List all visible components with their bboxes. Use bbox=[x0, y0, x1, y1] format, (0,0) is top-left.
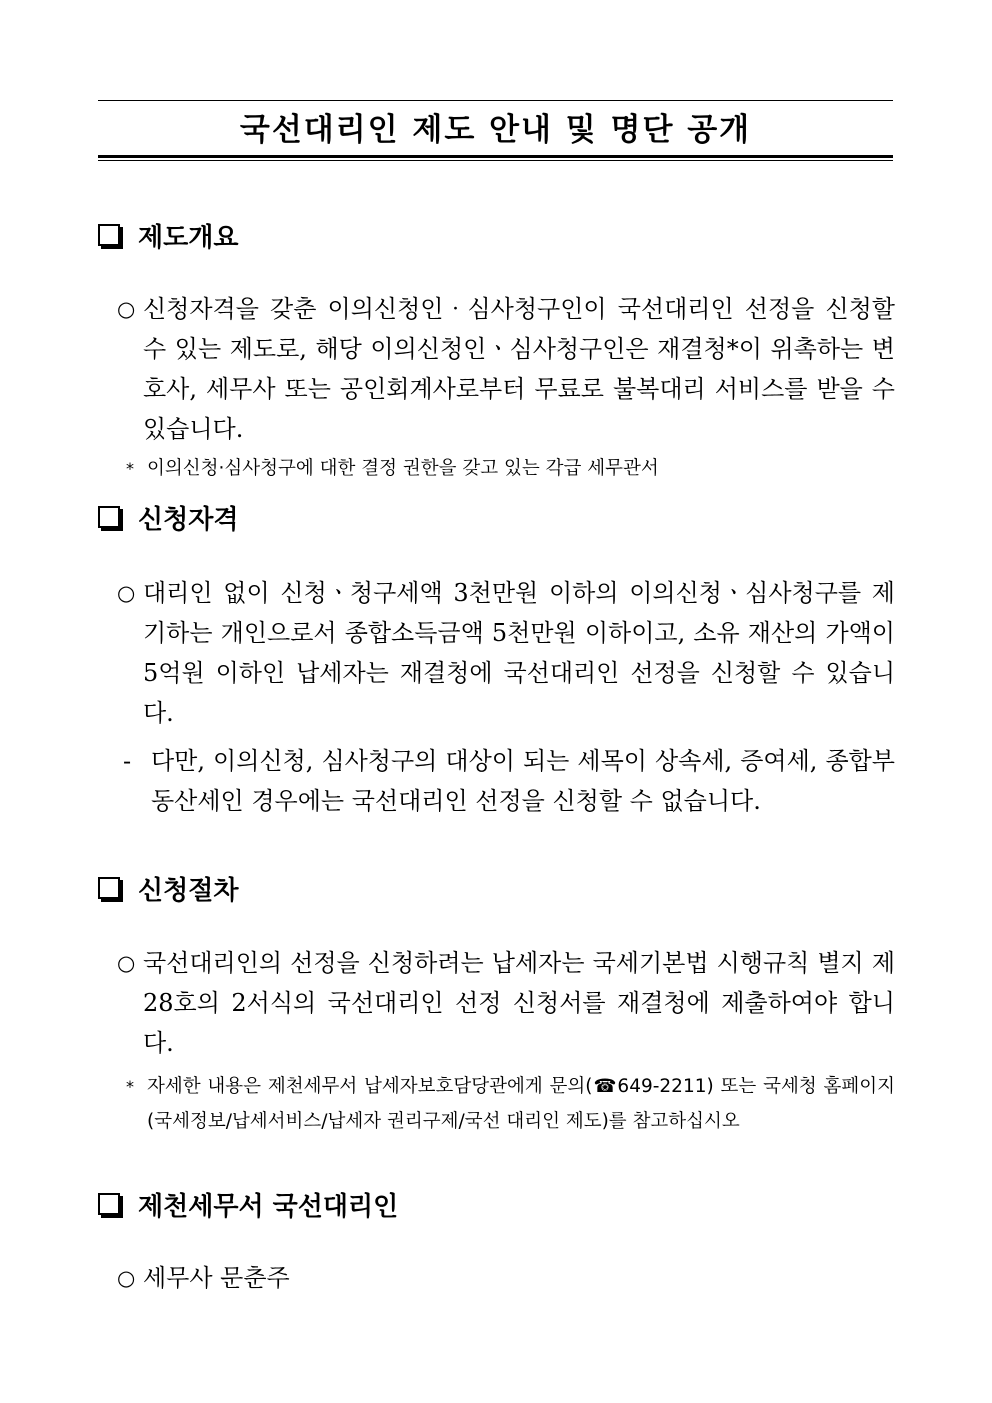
item-text: 세무사 문춘주 bbox=[143, 1264, 290, 1292]
page-title: 국선대리인 제도 안내 및 명단 공개 bbox=[239, 112, 752, 148]
section-heading bbox=[95, 1184, 895, 1224]
sub-item bbox=[95, 741, 895, 821]
item-text: 신청자격을 갖춘 이의신청인‧심사청구인이 국선대리인 선정을 신청할 수 있는 제도로, 해당 이의신청인ㆍ심사청구인은 재결청*이 위촉하는 변호사, 세무사 또는 공인회계사로부터 무료로 불복대리 서비스를 받을 수 있습니다. bbox=[143, 295, 895, 443]
footnote-text: 자세한 내용은 제천세무서 납세자보호담당관에게 문의(☎649-2211) 또는 국세청 홈페이지(국세정보/납세서비스/납세자 권리구제/국선 대리인 제도)를 참고하십시오 bbox=[147, 1076, 895, 1132]
section-title: 신청자격 bbox=[138, 504, 239, 535]
asterisk-icon: * bbox=[126, 459, 134, 478]
footnote-text: 이의신청‧심사청구에 대한 결정 권한을 갖고 있는 각급 세무관서 bbox=[147, 458, 659, 479]
asterisk-icon: * bbox=[126, 1077, 134, 1096]
checkbox-square-icon bbox=[98, 1193, 120, 1215]
checkbox-square-icon bbox=[98, 506, 120, 528]
section-eligibility bbox=[95, 497, 895, 821]
circle-bullet-icon: ○ bbox=[117, 1266, 136, 1290]
section-title: 제도개요 bbox=[138, 222, 239, 253]
item-text: 국선대리인의 선정을 신청하려는 납세자는 국세기본법 시행규칙 별지 제28호의 2서식의 국선대리인 선정 신청서를 재결청에 제출하여야 합니다. bbox=[143, 949, 895, 1057]
footnote bbox=[95, 451, 895, 486]
dash-bullet-icon: - bbox=[123, 747, 132, 775]
section-title: 제천세무서 국선대리인 bbox=[138, 1191, 399, 1222]
circle-bullet-icon: ○ bbox=[117, 297, 136, 321]
section-heading bbox=[95, 215, 895, 255]
title-bottom-rule bbox=[98, 155, 893, 158]
document-title-block bbox=[98, 100, 893, 161]
section-heading bbox=[95, 868, 895, 908]
section-procedure bbox=[95, 868, 895, 1139]
section-heading bbox=[95, 497, 895, 537]
section-representative bbox=[95, 1184, 895, 1298]
sub-item-text: 다만, 이의신청, 심사청구의 대상이 되는 세목이 상속세, 증여세, 종합부동산세인 경우에는 국선대리인 선정을 신청할 수 없습니다. bbox=[151, 747, 895, 815]
list-item bbox=[95, 1258, 895, 1298]
title-bottom-thin-rule bbox=[98, 160, 893, 161]
list-item bbox=[95, 289, 895, 449]
footnote bbox=[95, 1069, 895, 1139]
circle-bullet-icon: ○ bbox=[117, 581, 136, 605]
section-overview bbox=[95, 215, 895, 486]
checkbox-square-icon bbox=[98, 224, 120, 246]
circle-bullet-icon: ○ bbox=[117, 951, 136, 975]
checkbox-square-icon bbox=[98, 877, 120, 899]
item-text: 대리인 없이 신청ㆍ청구세액 3천만원 이하의 이의신청ㆍ심사청구를 제기하는 개인으로서 종합소득금액 5천만원 이하이고, 소유 재산의 가액이 5억원 이하인 납세자는 재결청에 국선대리인 선정을 신청할 수 있습니다. bbox=[143, 579, 895, 727]
section-title: 신청절차 bbox=[138, 875, 239, 906]
list-item bbox=[95, 573, 895, 733]
title-top-rule bbox=[98, 100, 893, 101]
list-item bbox=[95, 943, 895, 1063]
